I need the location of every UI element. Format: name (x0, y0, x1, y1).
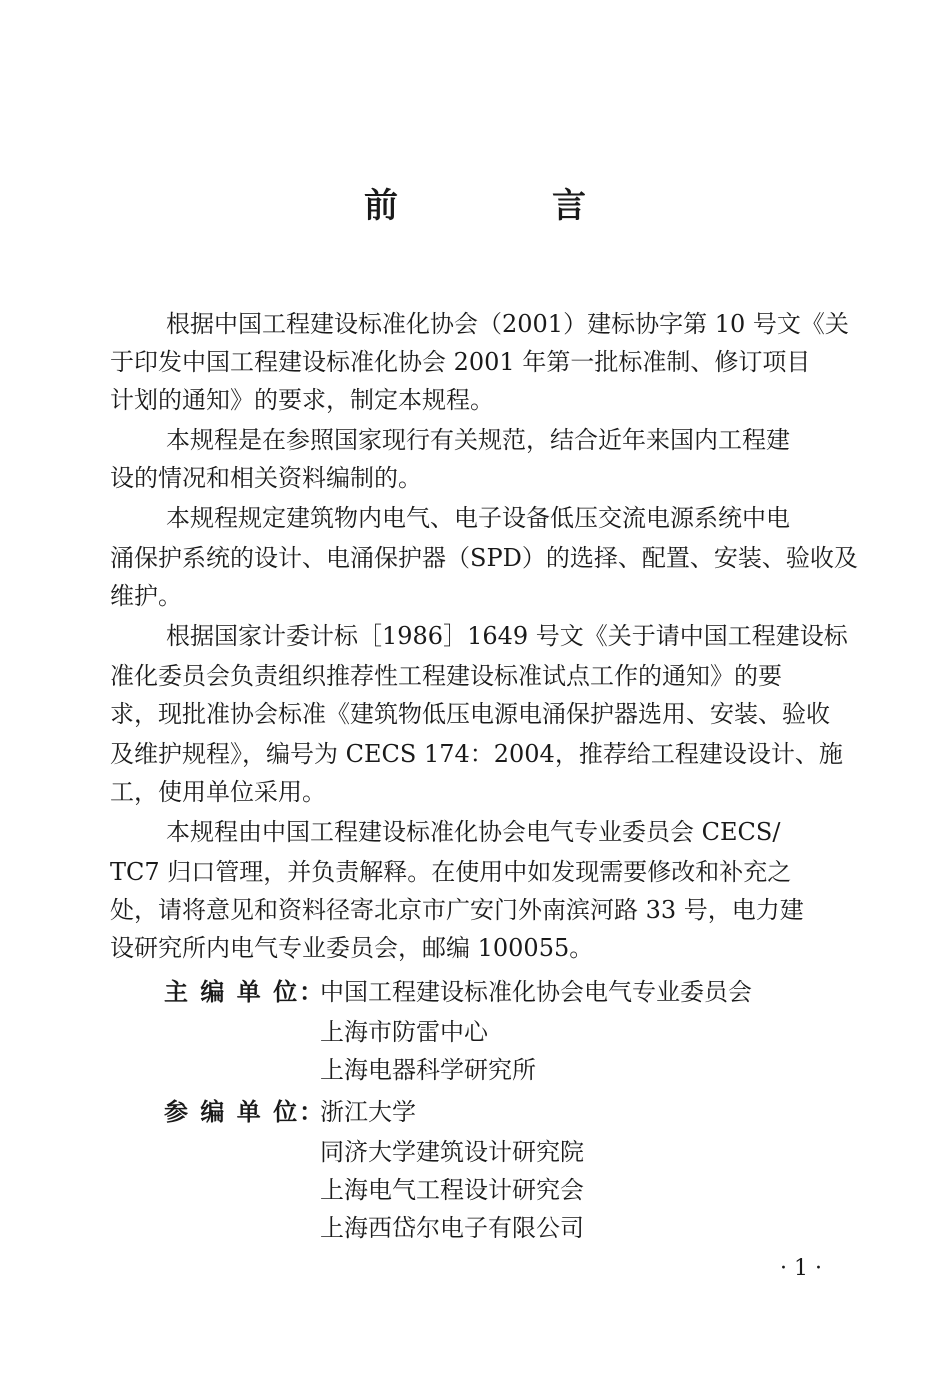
page-title: 前 言 (364, 186, 646, 226)
paragraph-line: 维护。 (110, 582, 182, 610)
paragraph-line: 及维护规程》，编号为 CECS 174：2004，推荐给工程建设设计、施 (110, 740, 843, 768)
paragraph-line: 计划的通知》的要求，制定本规程。 (110, 386, 494, 414)
paragraph-line: 准化委员会负责组织推荐性工程建设标准试点工作的通知》的要 (110, 662, 782, 690)
co-editor-label: 参 编 单 位： (164, 1098, 326, 1126)
chief-editor-label: 主 编 单 位： (164, 978, 326, 1006)
paragraph-line: 本规程规定建筑物内电气、电子设备低压交流电源系统中电 (166, 504, 790, 532)
page-number: · 1 · (780, 1256, 822, 1281)
paragraph-line: TC7 归口管理，并负责解释。在使用中如发现需要修改和补充之 (110, 858, 792, 886)
paragraph-line: 根据国家计委计标［1986］1649 号文《关于请中国工程建设标 (166, 622, 848, 650)
paragraph-line: 求，现批准协会标准《建筑物低压电源电涌保护器选用、安装、验收 (110, 700, 830, 728)
paragraph-line: 处，请将意见和资料径寄北京市广安门外南滨河路 33 号，电力建 (110, 896, 804, 924)
paragraph-line: 根据中国工程建设标准化协会（2001）建标协字第 10 号文《关 (166, 310, 849, 338)
paragraph-line: 涌保护系统的设计、电涌保护器（SPD）的选择、配置、安装、验收及 (110, 544, 858, 572)
chief-editor-unit: 上海市防雷中心 (320, 1018, 488, 1046)
co-editor-unit: 同济大学建筑设计研究院 (320, 1138, 584, 1166)
paragraph-line: 本规程是在参照国家现行有关规范，结合近年来国内工程建 (166, 426, 790, 454)
chief-editor-unit: 中国工程建设标准化协会电气专业委员会 (320, 978, 752, 1006)
co-editor-unit: 浙江大学 (320, 1098, 416, 1126)
paragraph-line: 本规程由中国工程建设标准化协会电气专业委员会 CECS/ (166, 818, 781, 846)
paragraph-line: 设研究所内电气专业委员会，邮编 100055。 (110, 934, 594, 962)
paragraph-line: 于印发中国工程建设标准化协会 2001 年第一批标准制、修订项目 (110, 348, 811, 376)
paragraph-line: 工，使用单位采用。 (110, 778, 326, 806)
chief-editor-unit: 上海电器科学研究所 (320, 1056, 536, 1084)
co-editor-unit: 上海西岱尔电子有限公司 (320, 1214, 584, 1242)
paragraph-line: 设的情况和相关资料编制的。 (110, 464, 422, 492)
co-editor-unit: 上海电气工程设计研究会 (320, 1176, 584, 1204)
